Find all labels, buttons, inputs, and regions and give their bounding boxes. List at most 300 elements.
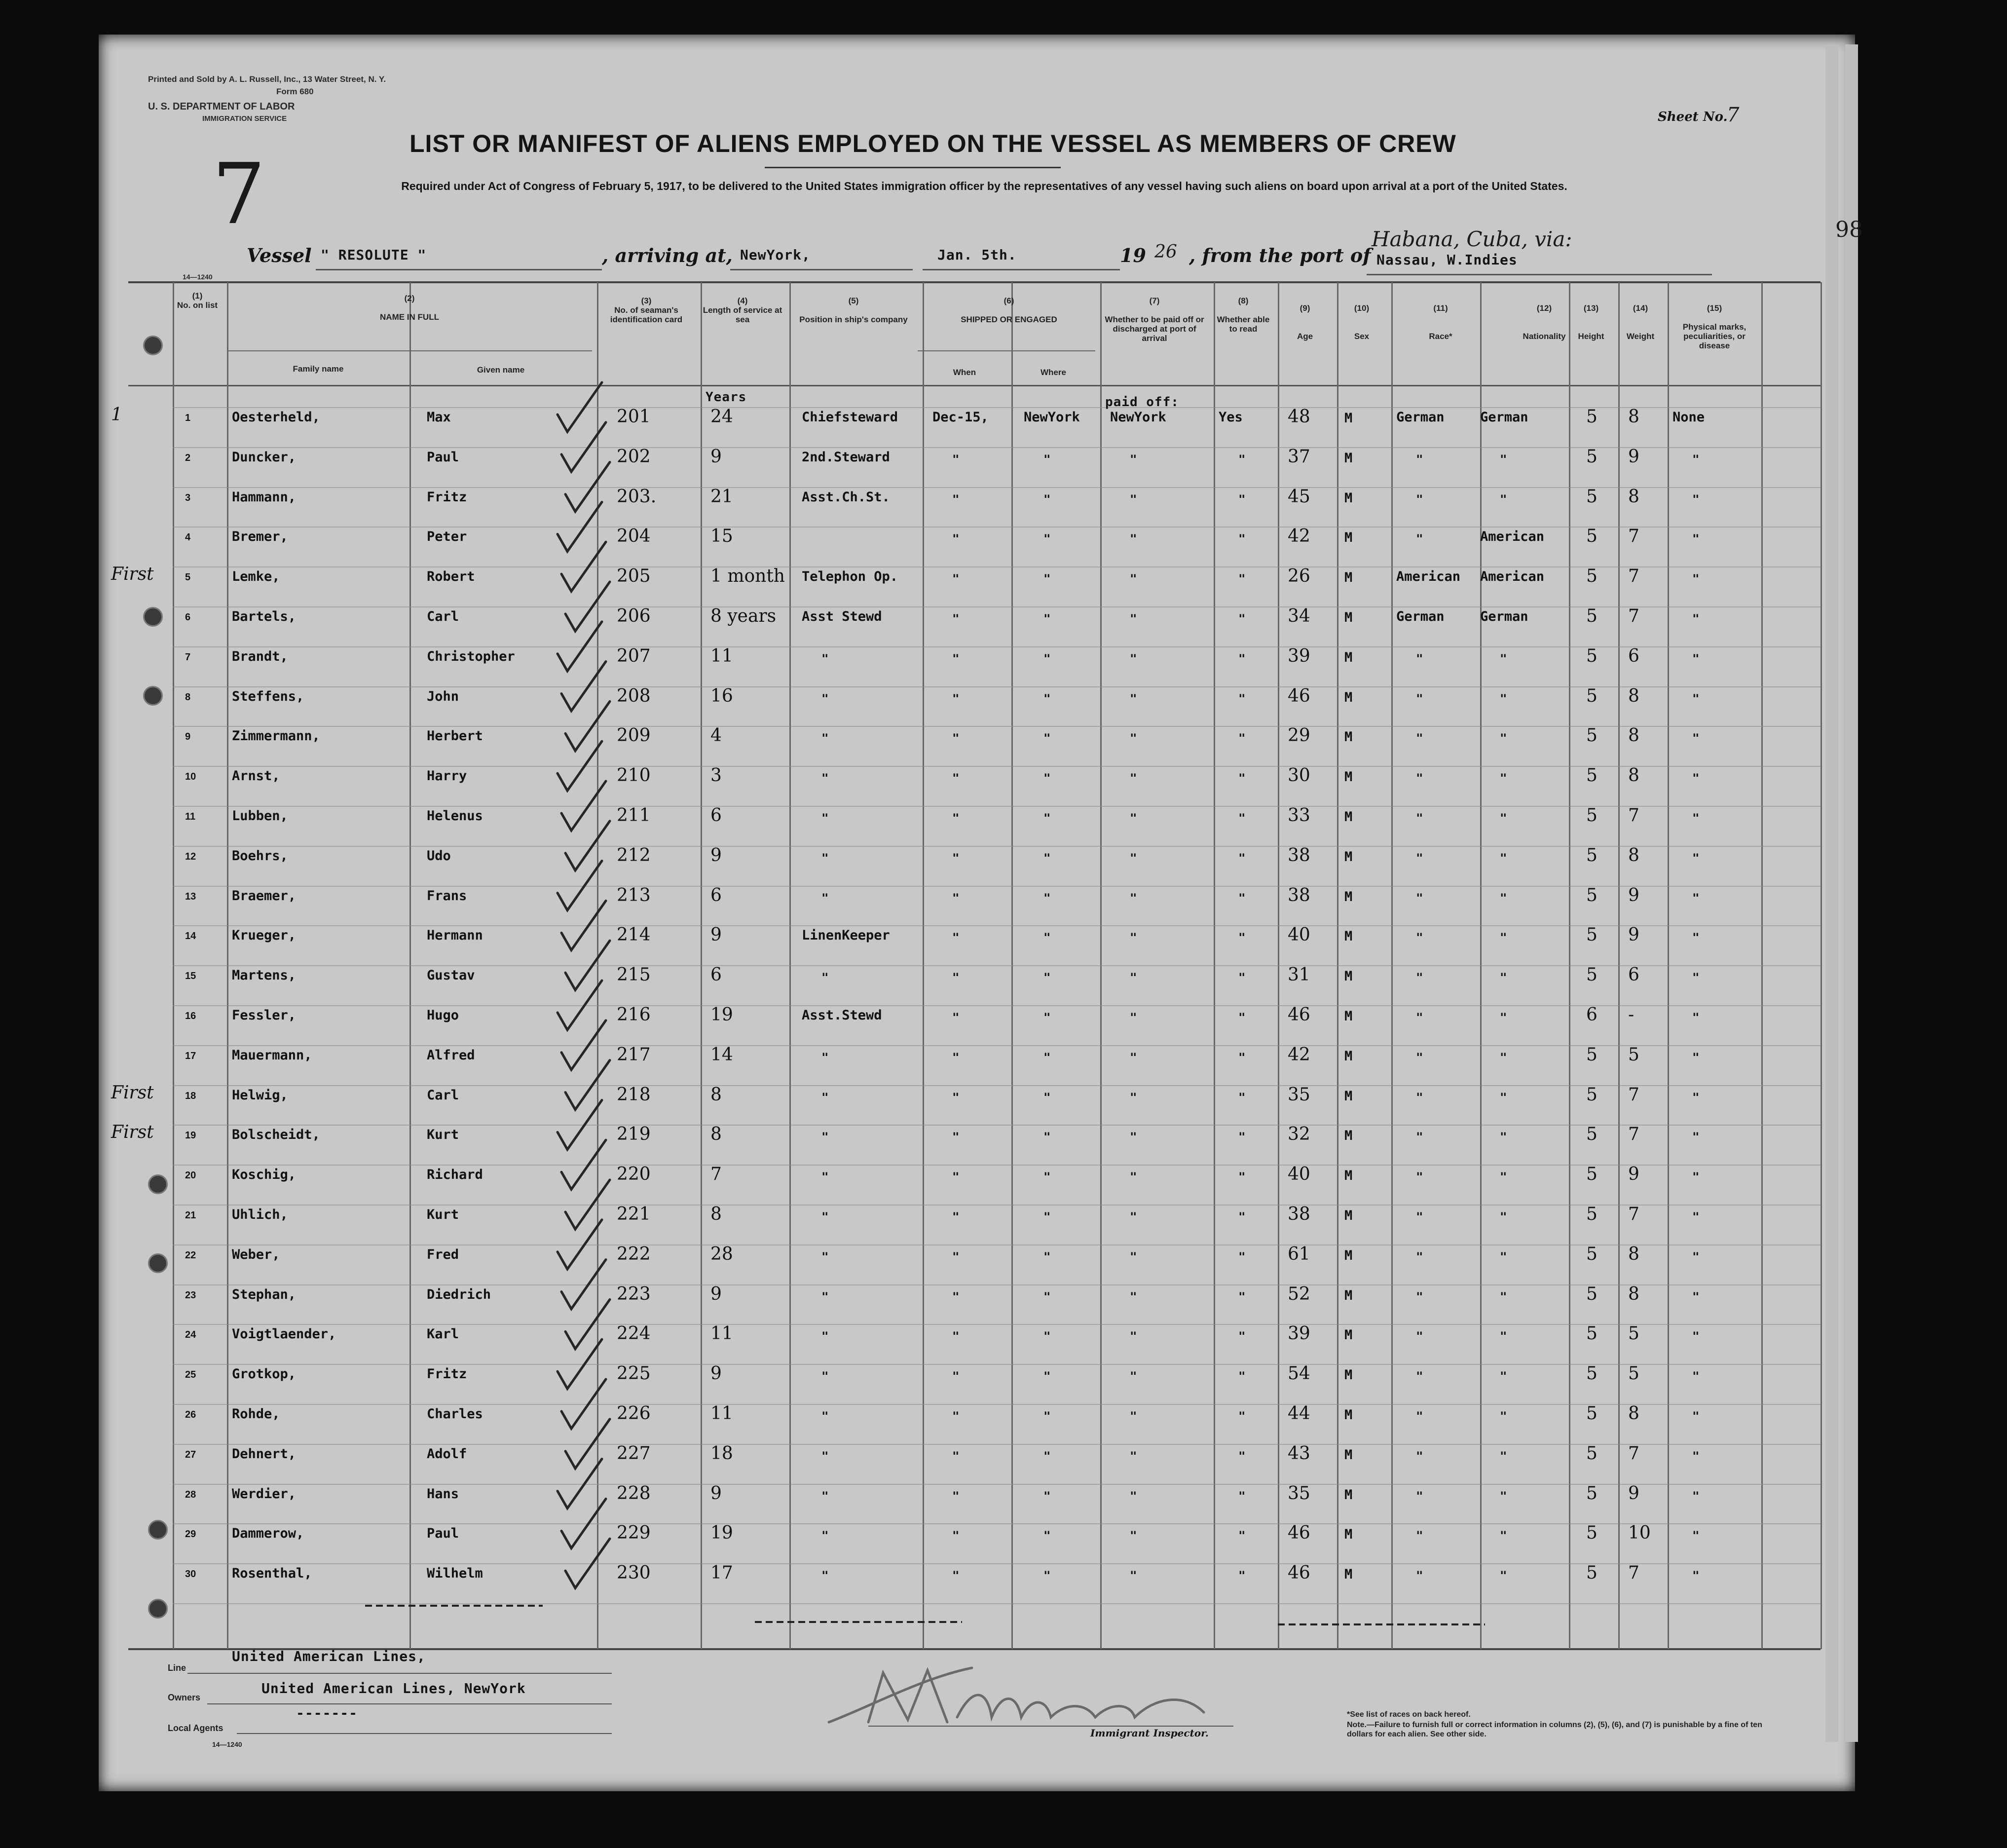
punch-hole bbox=[148, 1599, 168, 1619]
vessel-name: " RESOLUTE " bbox=[321, 247, 427, 263]
cell-given: Gustav bbox=[427, 968, 475, 983]
ditto-mark: " bbox=[1500, 1091, 1507, 1104]
cell-sex: M bbox=[1344, 1089, 1353, 1104]
ditto-mark: " bbox=[1416, 1329, 1423, 1343]
cell-sex: M bbox=[1344, 451, 1353, 466]
check-mark bbox=[558, 502, 602, 551]
col6b-header: Where bbox=[1041, 368, 1066, 377]
ditto-mark: " bbox=[1692, 492, 1700, 506]
ditto-mark: " bbox=[1043, 811, 1051, 825]
cell-given: Frans bbox=[427, 888, 467, 904]
departure-port: Nassau, W.Indies bbox=[1376, 252, 1518, 268]
cell-card: 209 bbox=[617, 725, 651, 746]
cell-sex: M bbox=[1344, 729, 1353, 745]
cell-sex: M bbox=[1344, 690, 1353, 705]
cell-given: Fritz bbox=[427, 1366, 467, 1382]
total-line bbox=[1278, 1623, 1485, 1625]
cell-family: Brandt, bbox=[232, 649, 288, 664]
ditto-mark: " bbox=[1416, 1529, 1423, 1543]
cell-age: 29 bbox=[1288, 725, 1310, 746]
ditto-mark: " bbox=[1500, 1329, 1507, 1343]
ditto-mark: " bbox=[1238, 1489, 1246, 1503]
penalty-note: Note.—Failure to furnish full or correct information in columns (2), (5), (6), and (7) is punishable by a fine of ten dollars for each alien. See other side. bbox=[1347, 1721, 1762, 1738]
ditto-mark: " bbox=[1043, 1569, 1051, 1583]
cell-age: 31 bbox=[1288, 965, 1310, 985]
cell-card: 210 bbox=[617, 765, 651, 786]
col6a-header: When bbox=[953, 368, 976, 377]
cell-weight: 8 bbox=[1628, 1244, 1639, 1264]
ditto-mark: " bbox=[821, 851, 829, 865]
ditto-mark: " bbox=[1416, 1489, 1423, 1503]
ditto-mark: " bbox=[1130, 971, 1137, 984]
cell-given: Adolf bbox=[427, 1446, 467, 1462]
ditto-mark: " bbox=[1500, 1250, 1507, 1264]
cell-weight: 7 bbox=[1628, 606, 1639, 626]
ditto-mark: " bbox=[1692, 1130, 1700, 1144]
cell-age: 46 bbox=[1288, 1563, 1310, 1583]
cell-given: Kurt bbox=[427, 1127, 459, 1142]
cell-sex: M bbox=[1344, 1407, 1353, 1423]
ditto-mark: " bbox=[1130, 572, 1137, 586]
cell-family: Rohde, bbox=[232, 1406, 280, 1422]
cell-given: Helenus bbox=[427, 808, 483, 824]
agents-value: ------- bbox=[296, 1705, 358, 1721]
departure-port-handwritten: Habana, Cuba, via: bbox=[1372, 227, 1572, 251]
cell-no: 6 bbox=[185, 612, 191, 623]
ditto-mark: " bbox=[1043, 891, 1051, 905]
cell-family: Werdier, bbox=[232, 1486, 297, 1502]
cell-family: Uhlich, bbox=[232, 1207, 288, 1222]
cell-weight: 8 bbox=[1628, 845, 1639, 866]
cell-height: 5 bbox=[1586, 1443, 1598, 1464]
service-label: IMMIGRATION SERVICE bbox=[202, 114, 287, 123]
ditto-mark: " bbox=[1043, 931, 1051, 944]
col14-header: Weight bbox=[1626, 332, 1655, 341]
ditto-mark: " bbox=[1500, 1130, 1507, 1144]
cell-given: Kurt bbox=[427, 1207, 459, 1222]
cell-age: 34 bbox=[1288, 606, 1310, 626]
year-suffix: 26 bbox=[1154, 242, 1177, 262]
cell-weight: 7 bbox=[1628, 805, 1639, 826]
cell-service: 8 bbox=[710, 1204, 722, 1224]
cell-given: Robert bbox=[427, 569, 475, 584]
ditto-mark: " bbox=[952, 453, 960, 466]
cell-given: John bbox=[427, 689, 459, 704]
agents-label: Local Agents bbox=[168, 1723, 223, 1733]
ditto-mark: " bbox=[952, 1250, 960, 1264]
ditto-mark: " bbox=[821, 1489, 829, 1503]
cell-service: 8 bbox=[710, 1124, 722, 1144]
cell-weight: 6 bbox=[1628, 646, 1639, 666]
total-line bbox=[755, 1621, 962, 1623]
ditto-mark: " bbox=[1500, 453, 1507, 466]
cell-no: 16 bbox=[185, 1011, 196, 1021]
cell-family: Stephan, bbox=[232, 1287, 297, 1302]
col12-number: (12) bbox=[1536, 303, 1552, 313]
ditto-mark: " bbox=[1043, 851, 1051, 865]
cell-family: Weber, bbox=[232, 1247, 280, 1262]
cell-weight: 7 bbox=[1628, 1443, 1639, 1464]
ditto-mark: " bbox=[1692, 1011, 1700, 1024]
cell-no: 17 bbox=[185, 1051, 196, 1061]
total-line bbox=[365, 1605, 543, 1607]
cell-service: 8 years bbox=[710, 606, 777, 626]
cell-height: 5 bbox=[1586, 1124, 1598, 1144]
ditto-mark: " bbox=[1500, 1170, 1507, 1184]
cell-height: 5 bbox=[1586, 1523, 1598, 1543]
ditto-mark: " bbox=[1500, 1210, 1507, 1224]
ditto-mark: " bbox=[1238, 1449, 1246, 1463]
cell-no: 26 bbox=[185, 1409, 196, 1420]
ditto-mark: " bbox=[1500, 1369, 1507, 1383]
cell-family: Braemer, bbox=[232, 888, 297, 904]
ditto-mark: " bbox=[1416, 1051, 1423, 1064]
cell-card: 221 bbox=[617, 1204, 651, 1224]
cell-age: 37 bbox=[1288, 447, 1310, 467]
cell-card: 219 bbox=[617, 1124, 651, 1144]
cell-family: Bartels, bbox=[232, 609, 297, 624]
cell-weight: 7 bbox=[1628, 566, 1639, 586]
ditto-mark: " bbox=[952, 1449, 960, 1463]
col7-header: Whether to be paid off or discharged at port of arrival bbox=[1105, 315, 1204, 343]
cell-card: 215 bbox=[617, 965, 651, 985]
cell-sex: M bbox=[1344, 411, 1353, 426]
ditto-mark: " bbox=[1238, 851, 1246, 865]
cell-nationality: German bbox=[1480, 609, 1528, 624]
ditto-mark: " bbox=[952, 1369, 960, 1383]
ditto-mark: " bbox=[1692, 1569, 1700, 1583]
cell-card: 201 bbox=[617, 407, 651, 427]
ditto-mark: " bbox=[1238, 1130, 1246, 1144]
ditto-mark: " bbox=[1500, 931, 1507, 944]
check-mark bbox=[558, 1100, 602, 1149]
cell-age: 38 bbox=[1288, 845, 1310, 866]
cell-family: Hammann, bbox=[232, 490, 297, 505]
years-note: Years bbox=[706, 390, 747, 405]
cell-age: 42 bbox=[1288, 1045, 1310, 1065]
ditto-mark: " bbox=[1692, 731, 1700, 745]
ditto-mark: " bbox=[1238, 532, 1246, 546]
cell-family: Fessler, bbox=[232, 1008, 297, 1023]
ditto-mark: " bbox=[1416, 1569, 1423, 1583]
cell-weight: 9 bbox=[1628, 447, 1639, 467]
col15-header: Physical marks, peculiarities, or disease bbox=[1682, 322, 1747, 350]
ditto-mark: " bbox=[1130, 1130, 1137, 1144]
cell-height: 5 bbox=[1586, 725, 1598, 746]
ditto-mark: " bbox=[952, 1409, 960, 1423]
signature-line bbox=[868, 1726, 1233, 1727]
ditto-mark: " bbox=[1130, 811, 1137, 825]
col1-number: (1) bbox=[192, 291, 203, 301]
ditto-mark: " bbox=[1692, 771, 1700, 785]
col2-number: (2) bbox=[404, 294, 415, 303]
cell-no: 12 bbox=[185, 851, 196, 862]
ditto-mark: " bbox=[1416, 1130, 1423, 1144]
ditto-mark: " bbox=[1416, 1449, 1423, 1463]
cell-no: 24 bbox=[185, 1329, 196, 1340]
ditto-mark: " bbox=[1130, 1170, 1137, 1184]
cell-sex: M bbox=[1344, 1487, 1353, 1503]
cell-service: 1 month bbox=[710, 566, 785, 586]
cell-no: 20 bbox=[185, 1170, 196, 1181]
cell-card: 224 bbox=[617, 1323, 651, 1344]
ditto-mark: " bbox=[952, 492, 960, 506]
cell-weight: 9 bbox=[1628, 1483, 1639, 1504]
ditto-mark: " bbox=[952, 1011, 960, 1024]
cell-card: 213 bbox=[617, 885, 651, 905]
ditto-mark: " bbox=[1416, 1170, 1423, 1184]
cell-service: 8 bbox=[710, 1085, 722, 1105]
cell-family: Martens, bbox=[232, 968, 297, 983]
cell-card: 207 bbox=[617, 646, 651, 666]
cell-sex: M bbox=[1344, 1128, 1353, 1143]
cell-sex: M bbox=[1344, 1527, 1353, 1542]
cell-service: 14 bbox=[710, 1045, 733, 1065]
cell-height: 5 bbox=[1586, 1284, 1598, 1304]
ditto-mark: " bbox=[1500, 1449, 1507, 1463]
ditto-mark: " bbox=[1500, 1011, 1507, 1024]
cell-given: Paul bbox=[427, 1526, 459, 1541]
punch-hole bbox=[148, 1520, 168, 1540]
cell-age: 45 bbox=[1288, 487, 1310, 507]
cell-service: 6 bbox=[710, 965, 722, 985]
ditto-mark: " bbox=[821, 1449, 829, 1463]
ditto-mark: " bbox=[952, 811, 960, 825]
cell-sex: M bbox=[1344, 1327, 1353, 1343]
cell-service: 9 bbox=[710, 1284, 722, 1304]
col1-header: No. on list bbox=[177, 301, 218, 310]
cell-family: Koschig, bbox=[232, 1167, 297, 1182]
check-mark bbox=[558, 981, 602, 1030]
ditto-mark: " bbox=[1043, 652, 1051, 666]
ditto-mark: " bbox=[821, 1130, 829, 1144]
cell-given: Fred bbox=[427, 1247, 459, 1262]
ditto-mark: " bbox=[821, 971, 829, 984]
cell-no: 18 bbox=[185, 1091, 196, 1101]
ditto-mark: " bbox=[1416, 652, 1423, 666]
ditto-mark: " bbox=[952, 1051, 960, 1064]
cell-weight: 9 bbox=[1628, 1164, 1639, 1184]
cell-no: 10 bbox=[185, 771, 196, 782]
cell-service: 4 bbox=[710, 725, 722, 746]
cell-sex: M bbox=[1344, 1208, 1353, 1223]
cell-service: 11 bbox=[710, 646, 733, 666]
ditto-mark: " bbox=[1692, 891, 1700, 905]
ditto-mark: " bbox=[1238, 1409, 1246, 1423]
cell-given: Hermann bbox=[427, 928, 483, 943]
ditto-mark: " bbox=[1416, 731, 1423, 745]
ditto-mark: " bbox=[1238, 1091, 1246, 1104]
ditto-mark: " bbox=[1238, 891, 1246, 905]
cell-service: 9 bbox=[710, 447, 722, 467]
col5-header: Position in ship's company bbox=[799, 315, 908, 324]
cell-family: Oesterheld, bbox=[232, 410, 320, 425]
ditto-mark: " bbox=[1692, 851, 1700, 865]
ditto-mark: " bbox=[952, 572, 960, 586]
cell-service: 21 bbox=[710, 487, 733, 507]
cell-where: NewYork bbox=[1024, 410, 1080, 425]
cell-given: Max bbox=[427, 410, 451, 425]
cell-position: Telephon Op. bbox=[802, 569, 898, 584]
cell-height: 5 bbox=[1586, 805, 1598, 826]
ditto-mark: " bbox=[1500, 851, 1507, 865]
cell-card: 227 bbox=[617, 1443, 651, 1464]
ditto-mark: " bbox=[1416, 771, 1423, 785]
cell-card: 217 bbox=[617, 1045, 651, 1065]
margin-annotation: First bbox=[111, 564, 154, 584]
cell-no: 28 bbox=[185, 1489, 196, 1500]
cell-age: 46 bbox=[1288, 686, 1310, 706]
large-handwritten-mark: 7 bbox=[212, 146, 266, 243]
cell-service: 7 bbox=[710, 1164, 722, 1184]
punch-hole bbox=[148, 1174, 168, 1194]
cell-family: Dammerow, bbox=[232, 1526, 304, 1541]
cell-service: 28 bbox=[710, 1244, 733, 1264]
cell-sex: M bbox=[1344, 969, 1353, 984]
ditto-mark: " bbox=[1692, 453, 1700, 466]
ditto-mark: " bbox=[1416, 971, 1423, 984]
ditto-mark: " bbox=[1238, 652, 1246, 666]
cell-height: 5 bbox=[1586, 845, 1598, 866]
cell-service: 11 bbox=[710, 1403, 733, 1424]
cell-card: 225 bbox=[617, 1363, 651, 1384]
cell-height: 5 bbox=[1586, 566, 1598, 586]
cell-no: 2 bbox=[185, 453, 191, 463]
cell-service: 16 bbox=[710, 686, 733, 706]
cell-service: 24 bbox=[710, 407, 733, 427]
ditto-mark: " bbox=[952, 1170, 960, 1184]
col2b-header: Given name bbox=[477, 365, 525, 375]
ditto-mark: " bbox=[1238, 692, 1246, 706]
check-mark bbox=[558, 741, 602, 791]
cell-service: 3 bbox=[710, 765, 722, 786]
cell-position: 2nd.Steward bbox=[802, 450, 890, 465]
cell-service: 11 bbox=[710, 1323, 733, 1344]
inspector-label: Immigrant Inspector. bbox=[1090, 1727, 1209, 1739]
cell-card: 230 bbox=[617, 1563, 651, 1583]
ditto-mark: " bbox=[821, 731, 829, 745]
cell-no: 7 bbox=[185, 652, 191, 663]
cell-no: 3 bbox=[185, 492, 191, 503]
ditto-mark: " bbox=[952, 652, 960, 666]
port-label: , from the port of bbox=[1189, 244, 1371, 266]
cell-height: 5 bbox=[1586, 1045, 1598, 1065]
col9-number: (9) bbox=[1300, 303, 1310, 313]
cell-height: 5 bbox=[1586, 526, 1598, 546]
cell-service: 9 bbox=[710, 845, 722, 866]
ditto-mark: " bbox=[1416, 692, 1423, 706]
ditto-mark: " bbox=[952, 931, 960, 944]
cell-card: 212 bbox=[617, 845, 651, 866]
col4-header: Length of service at sea bbox=[703, 305, 782, 324]
ditto-mark: " bbox=[821, 771, 829, 785]
cell-no: 15 bbox=[185, 971, 196, 981]
cell-weight: 7 bbox=[1628, 1563, 1639, 1583]
cell-family: Dehnert, bbox=[232, 1446, 297, 1462]
cell-sex: M bbox=[1344, 650, 1353, 665]
ditto-mark: " bbox=[1692, 1329, 1700, 1343]
cell-family: Grotkop, bbox=[232, 1366, 297, 1382]
cell-age: 33 bbox=[1288, 805, 1310, 826]
cell-nationality: German bbox=[1480, 410, 1528, 425]
cell-height: 5 bbox=[1586, 765, 1598, 786]
ditto-mark: " bbox=[821, 692, 829, 706]
ditto-mark: " bbox=[952, 1329, 960, 1343]
line-value: United American Lines, bbox=[232, 1648, 426, 1664]
cell-service: 17 bbox=[710, 1563, 733, 1583]
col3-header: No. of seaman's identification card bbox=[610, 305, 683, 324]
ditto-mark: " bbox=[952, 1091, 960, 1104]
ditto-mark: " bbox=[1692, 692, 1700, 706]
cell-no: 25 bbox=[185, 1369, 196, 1380]
ditto-mark: " bbox=[1130, 1369, 1137, 1383]
col6-header: SHIPPED OR ENGAGED bbox=[961, 315, 1057, 324]
ditto-mark: " bbox=[1130, 771, 1137, 785]
ditto-mark: " bbox=[1043, 1529, 1051, 1543]
ditto-mark: " bbox=[1043, 771, 1051, 785]
margin-annotation: First bbox=[111, 1122, 154, 1142]
col5-number: (5) bbox=[848, 296, 859, 305]
printer-imprint: Printed and Sold by A. L. Russell, Inc., 13 Water Street, N. Y. bbox=[148, 75, 386, 84]
ditto-mark: " bbox=[1043, 453, 1051, 466]
ditto-mark: " bbox=[1130, 1489, 1137, 1503]
ditto-mark: " bbox=[1416, 453, 1423, 466]
ditto-mark: " bbox=[1043, 971, 1051, 984]
ditto-mark: " bbox=[1416, 1250, 1423, 1264]
cell-sex: M bbox=[1344, 610, 1353, 625]
ditto-mark: " bbox=[1238, 1290, 1246, 1304]
cell-weight: 8 bbox=[1628, 725, 1639, 746]
cell-weight: 8 bbox=[1628, 1403, 1639, 1424]
cell-no: 13 bbox=[185, 891, 196, 902]
cell-age: 54 bbox=[1288, 1363, 1310, 1384]
ditto-mark: " bbox=[1500, 891, 1507, 905]
ditto-mark: " bbox=[1238, 1329, 1246, 1343]
ditto-mark: " bbox=[1500, 492, 1507, 506]
ditto-mark: " bbox=[1238, 1011, 1246, 1024]
cell-weight: 8 bbox=[1628, 686, 1639, 706]
ditto-mark: " bbox=[1130, 1210, 1137, 1224]
cell-weight: 8 bbox=[1628, 487, 1639, 507]
cell-sex: M bbox=[1344, 889, 1353, 905]
ditto-mark: " bbox=[952, 1529, 960, 1543]
cell-given: Paul bbox=[427, 450, 459, 465]
check-mark bbox=[558, 622, 602, 671]
cell-sex: M bbox=[1344, 929, 1353, 944]
ditto-mark: " bbox=[1043, 1210, 1051, 1224]
cell-height: 5 bbox=[1586, 686, 1598, 706]
cell-age: 38 bbox=[1288, 1204, 1310, 1224]
ditto-mark: " bbox=[1130, 1051, 1137, 1064]
ditto-mark: " bbox=[1130, 1011, 1137, 1024]
cell-age: 30 bbox=[1288, 765, 1310, 786]
ditto-mark: " bbox=[1043, 1051, 1051, 1064]
ditto-mark: " bbox=[952, 1489, 960, 1503]
cell-family: Lemke, bbox=[232, 569, 280, 584]
cell-service: 15 bbox=[710, 526, 733, 546]
cell-card: 205 bbox=[617, 566, 651, 586]
ditto-mark: " bbox=[1500, 1529, 1507, 1543]
cell-given: Herbert bbox=[427, 728, 483, 744]
cell-position: Asst.Stewd bbox=[802, 1008, 882, 1023]
ditto-mark: " bbox=[952, 1130, 960, 1144]
cell-age: 46 bbox=[1288, 1523, 1310, 1543]
cell-height: 5 bbox=[1586, 1323, 1598, 1344]
cell-card: 226 bbox=[617, 1403, 651, 1424]
cell-card: 214 bbox=[617, 925, 651, 945]
col8-number: (8) bbox=[1238, 296, 1249, 305]
cell-age: 52 bbox=[1288, 1284, 1310, 1304]
